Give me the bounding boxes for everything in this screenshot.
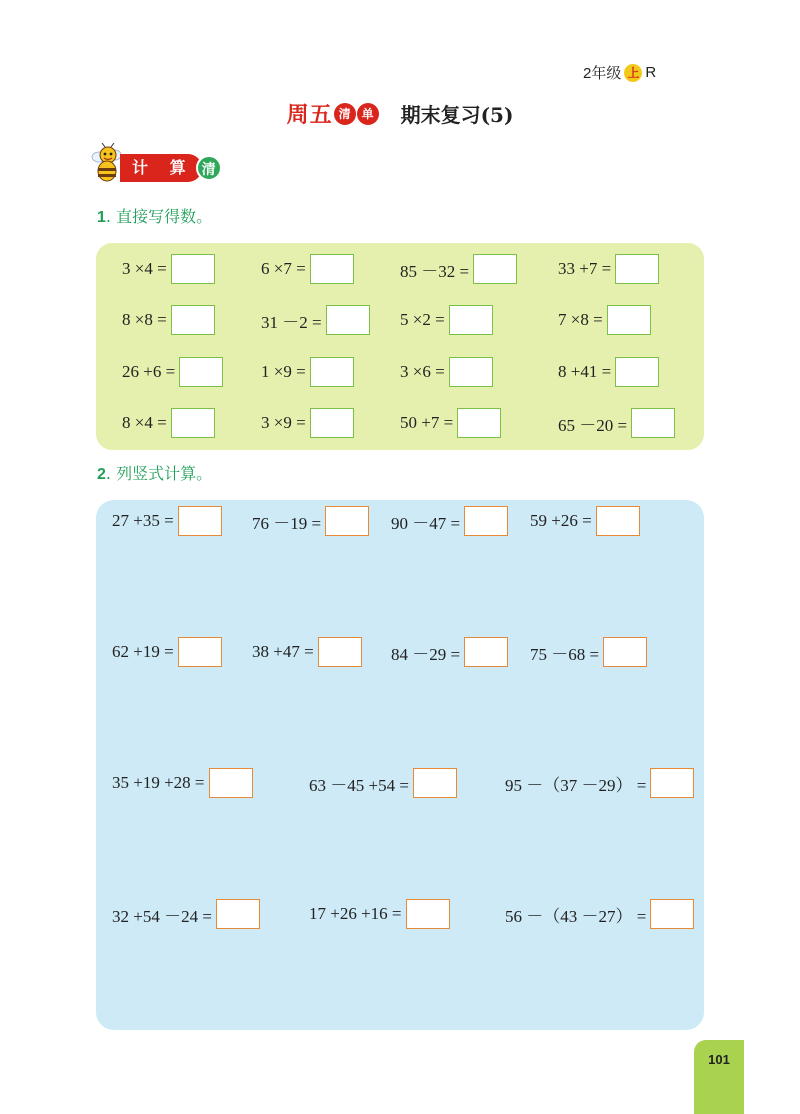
question-1-title: [97, 204, 212, 227]
title-day: 周五: [286, 103, 333, 128]
q1-expression: 85 －32 =: [400, 261, 470, 281]
q2-expression: 75 －68 =: [530, 644, 600, 664]
q1-expression: 3 ×6 =: [400, 362, 445, 381]
title-subtitle: 期末复习(5): [400, 103, 514, 127]
q2-expression: 27 +35 =: [112, 511, 174, 530]
q2-item: [505, 768, 694, 798]
q1-item: [400, 357, 493, 387]
q1-expression: 7 ×8 =: [558, 310, 603, 329]
question-2-panel: [96, 500, 704, 1030]
q1-item: [400, 408, 501, 438]
q2-item: [391, 506, 508, 536]
page-number-tab: [694, 1040, 744, 1114]
q1-expression: 3 ×9 =: [261, 413, 306, 432]
page-title: [0, 98, 800, 129]
answer-box[interactable]: [406, 899, 450, 929]
answer-box[interactable]: [216, 899, 260, 929]
title-seal-qing: 清: [334, 103, 356, 125]
q1-expression: 5 ×2 =: [400, 310, 445, 329]
answer-box[interactable]: [650, 768, 694, 798]
answer-box[interactable]: [464, 637, 508, 667]
question-2-title: [97, 461, 212, 484]
answer-box[interactable]: [310, 408, 354, 438]
answer-box[interactable]: [650, 899, 694, 929]
question-1-text: . 直接写得数。: [105, 207, 213, 226]
q1-item: [558, 254, 659, 284]
grade-label: [583, 62, 656, 83]
grade-edition: R: [645, 64, 657, 81]
answer-box[interactable]: [178, 637, 222, 667]
q1-expression: 26 +6 =: [122, 362, 176, 381]
q1-expression: 8 ×8 =: [122, 310, 167, 329]
answer-box[interactable]: [325, 506, 369, 536]
q2-expression: 17 +26 +16 =: [309, 904, 402, 923]
answer-box[interactable]: [413, 768, 457, 798]
answer-box[interactable]: [449, 357, 493, 387]
q1-item: [261, 357, 354, 387]
q1-expression: 8 ×4 =: [122, 413, 167, 432]
answer-box[interactable]: [310, 357, 354, 387]
q2-item: [309, 899, 450, 929]
q1-expression: 3 ×4 =: [122, 259, 167, 278]
q1-expression: 31 －2 =: [261, 312, 322, 332]
answer-box[interactable]: [631, 408, 675, 438]
answer-box[interactable]: [310, 254, 354, 284]
q1-item: [558, 305, 651, 335]
q2-expression: 59 +26 =: [530, 511, 592, 530]
q1-item: [558, 357, 659, 387]
answer-box[interactable]: [171, 254, 215, 284]
answer-box[interactable]: [596, 506, 640, 536]
answer-box[interactable]: [171, 408, 215, 438]
answer-box[interactable]: [473, 254, 517, 284]
question-2-text: . 列竖式计算。: [105, 464, 213, 483]
answer-box[interactable]: [464, 506, 508, 536]
q2-item: [309, 768, 457, 798]
q1-item: [122, 305, 215, 335]
q2-expression: 90 －47 =: [391, 513, 461, 533]
q2-item: [112, 637, 222, 667]
section-banner-calculation: [120, 154, 222, 182]
q2-expression: 62 +19 =: [112, 642, 174, 661]
q2-expression: 35 +19 +28 =: [112, 773, 205, 792]
answer-box[interactable]: [603, 637, 647, 667]
q2-item: [391, 637, 508, 667]
q1-item: [122, 357, 223, 387]
grade-text: 2年级: [583, 65, 622, 82]
q2-expression: 38 +47 =: [252, 642, 314, 661]
q1-expression: 65 －20 =: [558, 415, 628, 435]
q1-item: [261, 254, 354, 284]
q1-item: [122, 408, 215, 438]
answer-box[interactable]: [318, 637, 362, 667]
answer-box[interactable]: [171, 305, 215, 335]
q2-item: [530, 637, 647, 667]
q1-expression: 1 ×9 =: [261, 362, 306, 381]
answer-box[interactable]: [449, 305, 493, 335]
page-number: 101: [708, 1052, 730, 1067]
bee-mascot-icon: [90, 143, 124, 183]
answer-box[interactable]: [615, 254, 659, 284]
answer-box[interactable]: [326, 305, 370, 335]
q2-expression: 63 －45 +54 =: [309, 775, 409, 795]
q1-item: [261, 408, 354, 438]
q1-expression: 6 ×7 =: [261, 259, 306, 278]
q1-item: [400, 305, 493, 335]
q2-expression: 84 －29 =: [391, 644, 461, 664]
q2-item: [112, 899, 260, 929]
q2-expression: 95 －（37 －29） =: [505, 775, 647, 795]
title-seal-dan: 单: [357, 103, 379, 125]
q2-item: [505, 899, 694, 929]
q1-item: [261, 305, 370, 335]
q1-item: [122, 254, 215, 284]
q2-expression: 56 －（43 －27） =: [505, 906, 647, 926]
q1-item: [558, 408, 675, 438]
q2-item: [112, 506, 222, 536]
section-banner-seal: 清: [196, 155, 222, 181]
q2-item: [252, 637, 362, 667]
answer-box[interactable]: [457, 408, 501, 438]
q2-item: [112, 768, 253, 798]
q1-item: [400, 254, 517, 284]
q2-item: [252, 506, 369, 536]
question-2-number: 2: [97, 466, 106, 483]
q1-expression: 33 +7 =: [558, 259, 612, 278]
answer-box[interactable]: [615, 357, 659, 387]
question-1-number: 1: [97, 209, 106, 226]
q1-expression: 8 +41 =: [558, 362, 612, 381]
grade-badge: 上: [624, 64, 642, 82]
answer-box[interactable]: [209, 768, 253, 798]
q2-expression: 76 －19 =: [252, 513, 322, 533]
section-banner-label: 计 算: [120, 154, 202, 182]
answer-box[interactable]: [178, 506, 222, 536]
q1-expression: 50 +7 =: [400, 413, 454, 432]
q2-expression: 32 +54 －24 =: [112, 906, 212, 926]
answer-box[interactable]: [607, 305, 651, 335]
q2-item: [530, 506, 640, 536]
answer-box[interactable]: [179, 357, 223, 387]
